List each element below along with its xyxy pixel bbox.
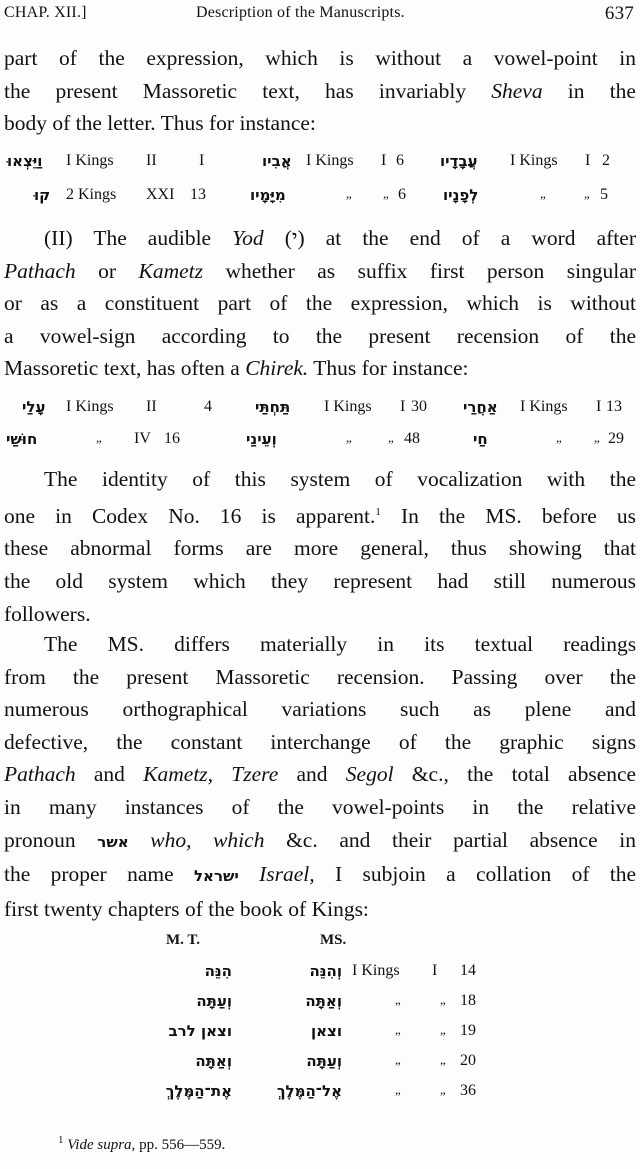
ms-reading: אֶל־הַמֶּלֶךְ	[276, 1082, 342, 1100]
footnote-pages: pp. 556—559.	[139, 1137, 226, 1153]
mt-reading: וְאַתָּה	[195, 1052, 232, 1070]
reference-book: I Kings	[510, 152, 558, 169]
text-line: body of the letter. Thus for instance:	[4, 111, 316, 136]
column-header-mt: M. T.	[166, 932, 201, 948]
reference-verse: 5	[600, 186, 608, 203]
reference-verse: 36	[460, 1082, 476, 1099]
ditto-mark: „	[540, 186, 546, 201]
footnote-vide: Vide supra,	[67, 1137, 136, 1153]
text-line: first twenty chapters of the book of Kings:	[4, 896, 369, 921]
reference-verse: 6	[398, 186, 406, 203]
reference-book: I Kings	[324, 398, 372, 415]
text-line: part of the expression, which is without a vowel-point in	[4, 46, 636, 70]
ditto-mark: „	[440, 1052, 446, 1067]
hebrew-word: לְפָנָיו	[443, 186, 479, 204]
hebrew-word: עָלַי	[22, 398, 46, 416]
hebrew-word: חַי	[473, 430, 488, 448]
reference-verse: 16	[164, 430, 180, 447]
reference-book: I Kings	[306, 152, 354, 169]
mt-reading: וצאן לרב	[168, 1022, 232, 1040]
text-line: the proper name ישראל Israel, I subjoin a collation of the	[4, 862, 637, 887]
reference-book: I Kings	[352, 962, 400, 979]
reference-verse: 2	[602, 152, 610, 169]
collation-row	[0, 1052, 640, 1080]
reference-verse: 13	[190, 186, 206, 203]
text-line: in many instances of the vowel-points in the relative	[4, 794, 637, 819]
hebrew-word: מִיָּמָיו	[250, 186, 286, 204]
ditto-mark: „	[584, 186, 590, 201]
reference-book: 2 Kings	[66, 186, 117, 203]
text-line: one in Codex No. 16 is apparent.$^1$ In the MS. before us	[4, 503, 636, 528]
reference-chapter: I	[400, 398, 406, 415]
text-line: the present Massoretic text, has invariably Sheva in the	[4, 78, 636, 103]
reference-verse: 14	[460, 962, 476, 979]
running-head	[4, 4, 634, 30]
reference-verse: 20	[460, 1052, 476, 1069]
ditto-mark: „	[395, 992, 401, 1007]
ditto-mark: „	[395, 1022, 401, 1037]
text-line: from the present Massoretic recension. Passing over the	[4, 664, 637, 689]
page-number: 637	[604, 3, 634, 24]
ditto-mark: „	[440, 992, 446, 1007]
reference-book: I Kings	[66, 152, 114, 169]
ms-reading: וְאַתָּה	[305, 992, 342, 1010]
text-line: pronoun אשר who, which &c. and their partial absence in	[4, 827, 637, 852]
footnote-marker: 1	[375, 505, 381, 518]
mt-reading: הִנֵּה	[204, 962, 232, 980]
text-line: followers.	[4, 601, 91, 626]
text-line: a vowel-sign according to the present recension of the	[4, 323, 636, 348]
hebrew-word: קוּ	[34, 186, 51, 204]
ditto-mark: „	[556, 430, 562, 445]
text-line: The MS. differs materially in its textual readings	[44, 632, 637, 656]
ditto-mark: „	[388, 430, 394, 445]
ditto-mark: „	[395, 1082, 401, 1097]
text-line: the old system which they represent had still numerous	[4, 568, 636, 593]
reference-chapter: IV	[134, 430, 151, 447]
paragraph-2	[4, 222, 636, 385]
column-header-ms: MS.	[320, 932, 347, 948]
collation-row	[0, 992, 640, 1020]
reference-chapter: I	[432, 962, 438, 979]
ditto-mark: „	[96, 430, 102, 445]
hebrew-word: אַחֲרַי	[463, 398, 498, 416]
paragraph-1	[4, 42, 636, 140]
ms-reading: וְהִנֵּה	[309, 962, 342, 980]
reference-verse: 48	[404, 430, 420, 447]
reference-chapter: I	[585, 152, 591, 169]
text-line: or as a constituent part of the expression, which is without	[4, 291, 636, 316]
example-row	[0, 152, 640, 180]
reference-verse: 13	[606, 398, 622, 415]
reference-verse: 19	[460, 1022, 476, 1039]
text-line: (II) The audible Yod (י) at the end of a word after	[44, 226, 636, 250]
chapter-label: CHAP. XII.]	[4, 4, 87, 21]
text-line: defective, the constant interchange of the graphic signs	[4, 729, 637, 754]
reference-verse: 29	[608, 430, 624, 447]
hebrew-word: עֲבָדָיו	[440, 152, 478, 170]
collation-row	[0, 1022, 640, 1050]
ditto-mark: „	[383, 186, 389, 201]
reference-verse: I	[199, 152, 205, 169]
reference-chapter: I	[596, 398, 602, 415]
hebrew-word: אֲבִיו	[262, 152, 292, 170]
paragraph-4	[4, 628, 636, 925]
mt-reading: אֶת־הַמֶּלֶךְ	[165, 1082, 232, 1100]
hebrew-word: חוּשַׁי	[6, 430, 38, 448]
ditto-mark: „	[346, 186, 352, 201]
ditto-mark: „	[440, 1022, 446, 1037]
ditto-mark: „	[594, 430, 600, 445]
ditto-mark: „	[346, 430, 352, 445]
text-line: these abnormal forms are more general, thus showing that	[4, 536, 636, 561]
reference-verse: 30	[411, 398, 427, 415]
reference-chapter: II	[146, 152, 157, 169]
example-row	[0, 398, 640, 426]
reference-book: I Kings	[520, 398, 568, 415]
example-row	[0, 186, 640, 214]
text-line: numerous orthographical variations such as plene and	[4, 697, 637, 722]
ditto-mark: „	[395, 1052, 401, 1067]
example-row	[0, 430, 640, 458]
hebrew-word: תַּחְתַּי	[255, 398, 291, 416]
text-line: Massoretic text, has often a Chirek. Thus for instance:	[4, 356, 469, 381]
ms-reading: וְעַתָּה	[306, 1052, 342, 1070]
mt-reading: וְעַתָּה	[196, 992, 232, 1010]
collation-row	[0, 962, 640, 990]
reference-book: I Kings	[66, 398, 114, 415]
footnote	[58, 1134, 225, 1154]
reference-verse: 18	[460, 992, 476, 1009]
ditto-mark: „	[440, 1082, 446, 1097]
reference-chapter: XXI	[146, 186, 175, 203]
footnote-marker: 1	[58, 1134, 64, 1146]
text-line: Pathach or Kametz whether as suffix first person singular	[4, 258, 636, 283]
ms-reading: וצאן	[310, 1022, 342, 1040]
reference-verse: 4	[204, 398, 212, 415]
text-line: Pathach and Kametz, Tzere and Segol &c., the total absence	[4, 762, 637, 787]
collation-row	[0, 1082, 640, 1110]
reference-verse: 6	[396, 152, 404, 169]
page-title: Description of the Manuscripts.	[196, 4, 405, 21]
text-line: The identity of this system of vocalization with the	[44, 467, 636, 491]
reference-chapter: II	[146, 398, 157, 415]
hebrew-word: וְעֵינַי	[246, 430, 277, 448]
hebrew-word: וַיֵּצְאוּ	[7, 152, 43, 170]
reference-chapter: I	[381, 152, 387, 169]
paragraph-3	[4, 463, 636, 630]
